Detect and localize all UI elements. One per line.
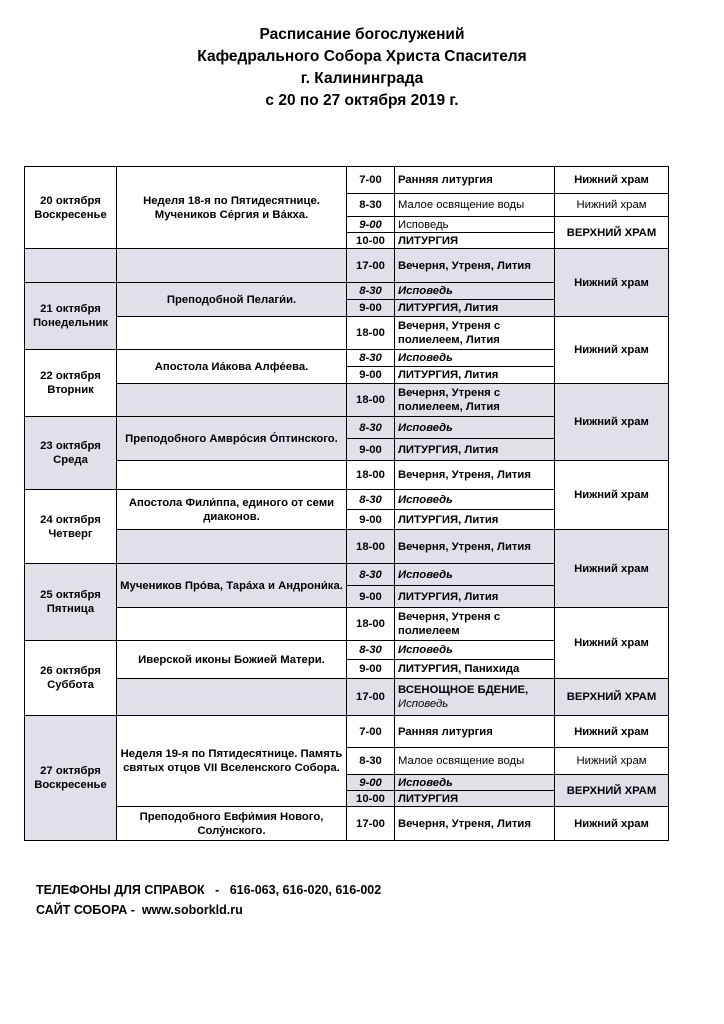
empty-cell	[117, 384, 347, 417]
empty-cell	[117, 679, 347, 716]
time-cell: 18-00	[347, 317, 395, 350]
place-cell: Нижний храм	[555, 716, 669, 748]
time-cell: 17-00	[347, 807, 395, 841]
service-cell: Исповедь	[395, 641, 555, 660]
table-row	[25, 167, 669, 194]
place-cell: ВЕРХНИЙ ХРАМ	[555, 775, 669, 807]
day-cell: 23 октября Среда	[25, 417, 117, 490]
day-cell: 20 октября Воскресенье	[25, 167, 117, 249]
time-cell: 9-00	[347, 660, 395, 679]
place-cell: Нижний храм	[555, 167, 669, 194]
service-cell: Вечерня, Утреня с полиелеем, Лития	[395, 317, 555, 350]
phones-line: ТЕЛЕФОНЫ ДЛЯ СПРАВОК - 616-063, 616-020, 616-002	[36, 883, 382, 897]
service-cell: Вечерня, Утреня с полиелеем, Лития	[395, 384, 555, 417]
empty-cell	[117, 530, 347, 564]
day-cell: 21 октября Понедельник	[25, 283, 117, 350]
empty-cell	[117, 317, 347, 350]
service-cell: ЛИТУРГИЯ, Лития	[395, 300, 555, 317]
title-line-4: с 20 по 27 октября 2019 г.	[265, 92, 459, 109]
place-cell: Нижний храм	[555, 317, 669, 384]
time-cell: 8-30	[347, 283, 395, 300]
place-cell: Нижний храм	[555, 807, 669, 841]
service-cell: ЛИТУРГИЯ, Лития	[395, 586, 555, 608]
feast-cell: Иверской иконы Божией Матери.	[117, 641, 347, 679]
service-cell: Вечерня, Утреня с полиелеем	[395, 608, 555, 641]
time-cell: 9-00	[347, 367, 395, 384]
table-row	[25, 608, 669, 641]
service-cell: Исповедь	[395, 417, 555, 439]
time-cell: 8-30	[347, 641, 395, 660]
service-cell: Исповедь	[395, 350, 555, 367]
time-cell: 10-00	[347, 233, 395, 249]
service-cell: ЛИТУРГИЯ	[395, 791, 555, 807]
service-cell: Ранняя литургия	[395, 167, 555, 194]
service-cell: ЛИТУРГИЯ, Панихида	[395, 660, 555, 679]
service-cell: Вечерня, Утреня, Лития	[395, 461, 555, 490]
place-cell: Нижний храм	[555, 530, 669, 608]
place-cell: Нижний храм	[555, 249, 669, 317]
service-cell: Исповедь	[395, 490, 555, 510]
time-cell: 10-00	[347, 791, 395, 807]
time-cell: 18-00	[347, 461, 395, 490]
place-cell: Нижний храм	[555, 748, 669, 775]
table-row	[25, 317, 669, 350]
time-cell: 18-00	[347, 384, 395, 417]
service-cell: ЛИТУРГИЯ	[395, 233, 555, 249]
place-cell: Нижний храм	[555, 384, 669, 461]
schedule-table	[24, 166, 669, 841]
day-cell: 22 октября Вторник	[25, 350, 117, 417]
time-cell: 9-00	[347, 775, 395, 791]
site-line: САЙТ СОБОРА - www.soborkld.ru	[36, 903, 243, 917]
feast-cell: Преподобного Евфи́мия Нового, Солу́нского.	[117, 807, 347, 841]
service-cell: Вечерня, Утреня, Лития	[395, 249, 555, 283]
service-cell: Малое освящение воды	[395, 194, 555, 217]
service-cell: Вечерня, Утреня, Лития	[395, 530, 555, 564]
service-cell: ЛИТУРГИЯ, Лития	[395, 367, 555, 384]
day-cell: 26 октября Суббота	[25, 641, 117, 716]
time-cell: 17-00	[347, 249, 395, 283]
title-line-1: Расписание богослужений	[259, 26, 465, 43]
time-cell: 8-30	[347, 194, 395, 217]
service-cell: Исповедь	[395, 217, 555, 233]
place-cell: ВЕРХНИЙ ХРАМ	[555, 217, 669, 249]
time-cell: 9-00	[347, 300, 395, 317]
service-cell: ЛИТУРГИЯ, Лития	[395, 439, 555, 461]
table-row	[25, 716, 669, 748]
feast-cell: Мучеников Про́ва, Тара́ха и Андрони́ка.	[117, 564, 347, 608]
service-cell: Исповедь	[395, 283, 555, 300]
table-row	[25, 807, 669, 841]
day-cell: 27 октября Воскресенье	[25, 716, 117, 841]
feast-cell: Неделя 18-я по Пятидесятнице. Мучеников Се́ргия и Ва́кха.	[117, 167, 347, 249]
empty-cell	[25, 249, 117, 283]
feast-cell: Преподобной Пелаги́и.	[117, 283, 347, 317]
place-cell: ВЕРХНИЙ ХРАМ	[555, 679, 669, 716]
title-line-2: Кафедрального Собора Христа Спасителя	[197, 48, 527, 65]
service-cell: ВСЕНОЩНОЕ БДЕНИЕ, Исповедь	[395, 679, 555, 716]
service-cell: Исповедь	[395, 564, 555, 586]
time-cell: 9-00	[347, 510, 395, 530]
time-cell: 18-00	[347, 608, 395, 641]
day-cell: 24 октября Четверг	[25, 490, 117, 564]
place-cell: Нижний храм	[555, 461, 669, 530]
feast-cell: Преподобного Амвро́сия О́птинского.	[117, 417, 347, 461]
feast-cell: Апостола Иа́кова Алфе́ева.	[117, 350, 347, 384]
time-cell: 9-00	[347, 217, 395, 233]
time-cell: 8-30	[347, 490, 395, 510]
time-cell: 7-00	[347, 167, 395, 194]
service-cell: Исповедь	[395, 775, 555, 791]
feast-cell: Неделя 19-я по Пятидесятнице. Память святых отцов VII Вселенского Собора.	[117, 716, 347, 807]
time-cell: 8-30	[347, 417, 395, 439]
time-cell: 8-30	[347, 564, 395, 586]
empty-cell	[117, 249, 347, 283]
empty-cell	[117, 608, 347, 641]
service-cell: Малое освящение воды	[395, 748, 555, 775]
time-cell: 18-00	[347, 530, 395, 564]
time-cell: 7-00	[347, 716, 395, 748]
time-cell: 8-30	[347, 748, 395, 775]
place-cell: Нижний храм	[555, 608, 669, 679]
time-cell: 9-00	[347, 586, 395, 608]
feast-cell: Апостола Фили́ппа, единого от семи диаконов.	[117, 490, 347, 530]
day-cell: 25 октября Пятница	[25, 564, 117, 641]
time-cell: 17-00	[347, 679, 395, 716]
table-row	[25, 384, 669, 417]
title-line-3: г. Калининграда	[300, 70, 424, 87]
service-cell: Вечерня, Утреня, Лития	[395, 807, 555, 841]
time-cell: 9-00	[347, 439, 395, 461]
table-row	[25, 530, 669, 564]
place-cell: Нижний храм	[555, 194, 669, 217]
table-row	[25, 461, 669, 490]
service-cell: Ранняя литургия	[395, 716, 555, 748]
service-cell: ЛИТУРГИЯ, Лития	[395, 510, 555, 530]
time-cell: 8-30	[347, 350, 395, 367]
empty-cell	[117, 461, 347, 490]
table-row	[25, 249, 669, 283]
footer	[36, 880, 381, 920]
table-row	[25, 679, 669, 716]
document-title	[0, 24, 724, 112]
